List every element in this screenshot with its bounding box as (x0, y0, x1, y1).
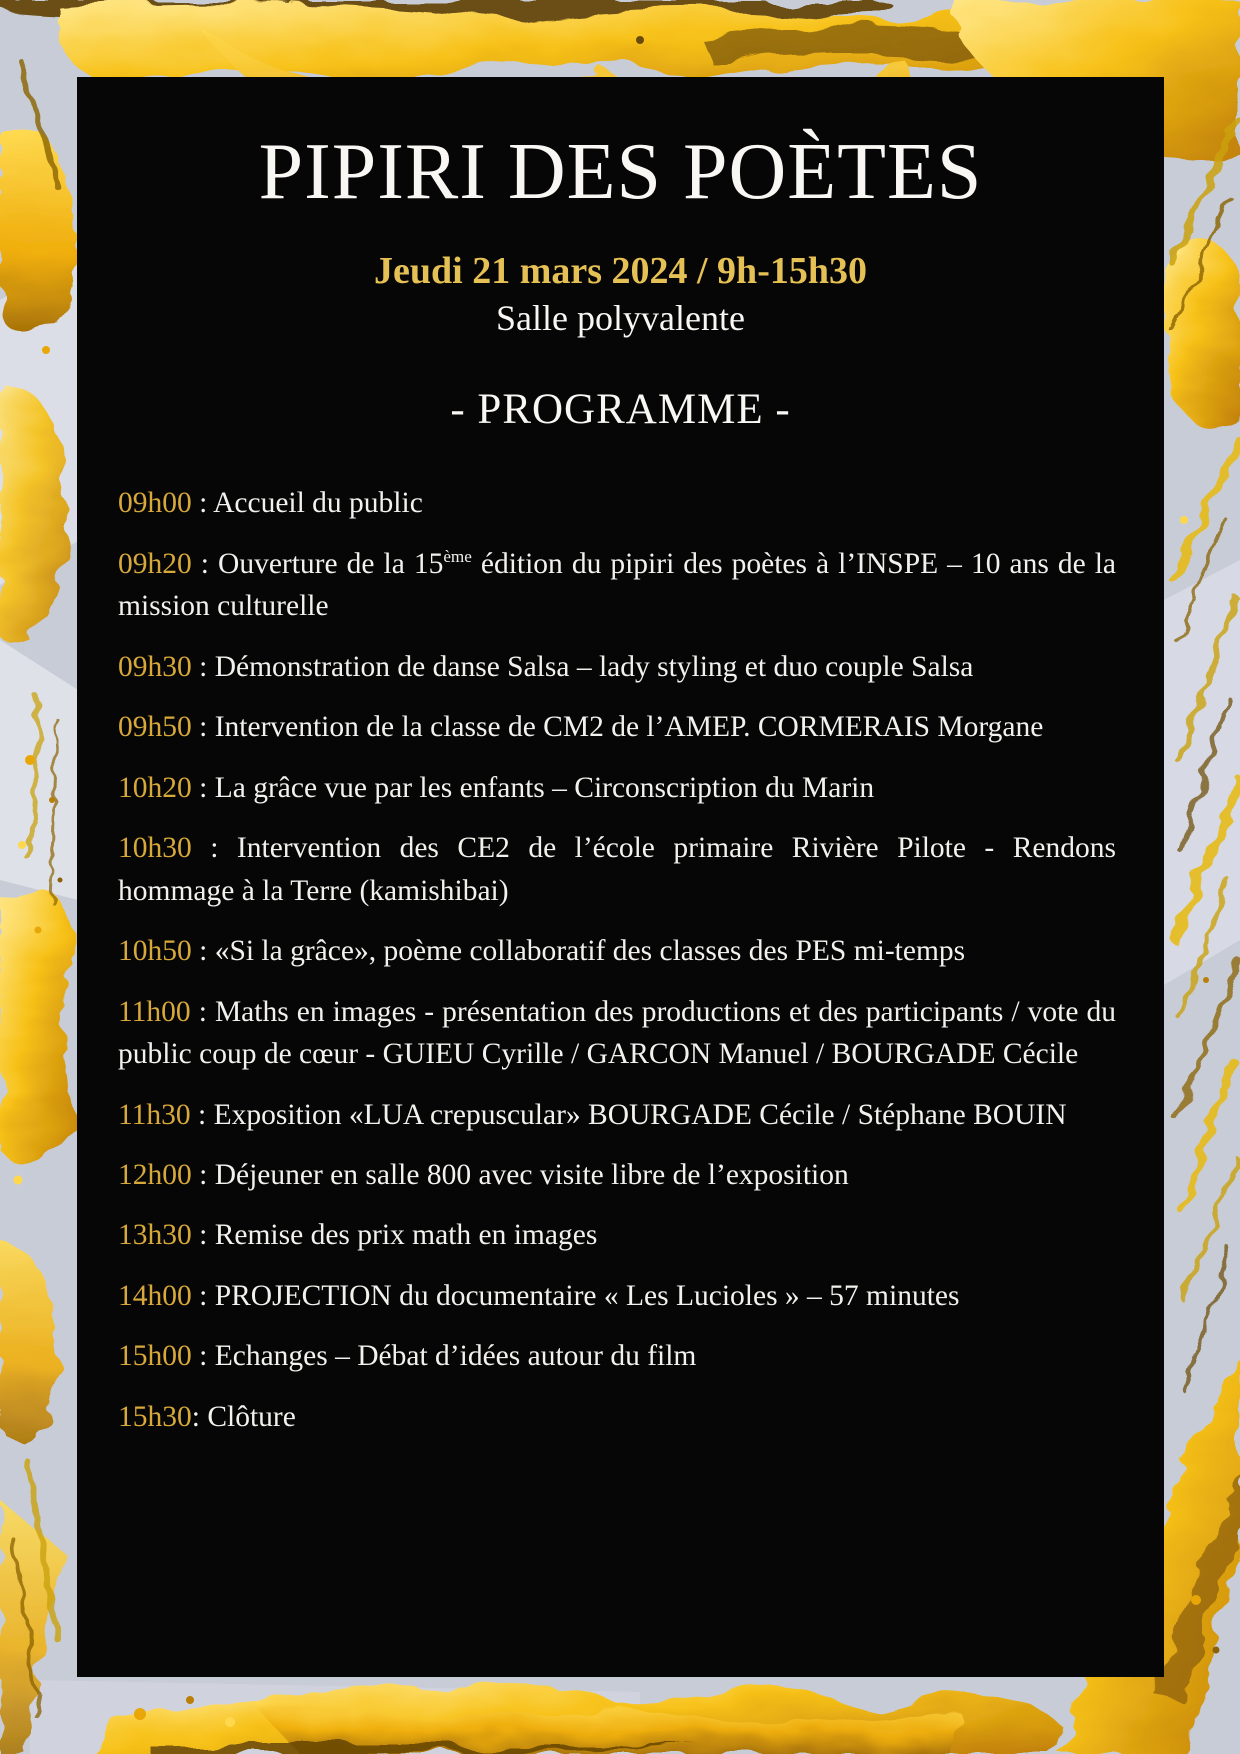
programme-heading: - PROGRAMME - (450, 386, 791, 434)
programme-item-separator: : (191, 711, 215, 744)
programme-item-separator: : (191, 1400, 208, 1433)
programme-item-separator: : (191, 771, 215, 804)
programme-item-time: 11h00 (118, 995, 191, 1028)
programme-item (118, 646, 1116, 688)
programme-item (118, 991, 1116, 1076)
programme-item-time: 14h00 (118, 1279, 192, 1312)
programme-item-time: 10h20 (118, 771, 192, 804)
programme-item (118, 1335, 1116, 1377)
programme-item-text: Remise des prix math en images (214, 1219, 598, 1252)
programme-item-time: 10h30 (118, 832, 192, 865)
programme-item-separator: : (191, 1219, 215, 1252)
programme-item (118, 1094, 1116, 1136)
programme-item (118, 827, 1116, 912)
programme-item-text: «Si la grâce», poème collaboratif des classes des PES mi-temps (214, 935, 966, 968)
programme-item-separator: : (190, 995, 215, 1028)
programme-item (118, 1275, 1116, 1317)
programme-item-text: Ouverture de la 15 (218, 547, 444, 580)
programme-item (118, 1214, 1116, 1256)
programme-item-separator: : (191, 547, 219, 580)
programme-item-time: 10h50 (118, 935, 192, 968)
programme-item (118, 767, 1116, 809)
programme-item-separator: : (191, 650, 215, 683)
programme-item-text: Démonstration de danse Salsa – lady styling et duo couple Salsa (214, 650, 974, 683)
programme-item-text: Exposition «LUA crepuscular» BOURGADE Cécile / Stéphane BOUIN (213, 1098, 1067, 1131)
programme-item-time: 15h00 (118, 1340, 192, 1373)
programme-item (118, 706, 1116, 748)
programme-item-text: Accueil du public (213, 487, 423, 520)
programme-item-text: PROJECTION du documentaire « Les Lucioles » – 57 minutes (214, 1279, 960, 1312)
programme-item-separator: : (191, 1340, 215, 1373)
programme-item-separator: : (190, 1098, 214, 1131)
programme-item-text: Intervention des CE2 de l’école primaire Rivière Pilote - Rendons hommage à la Terre (kamishibai) (118, 832, 1116, 907)
programme-item-time: 15h30 (118, 1400, 192, 1433)
programme-item-time: 12h00 (118, 1159, 192, 1192)
programme-item-separator: : (191, 832, 237, 865)
event-venue: Salle polyvalente (496, 298, 745, 339)
programme-item-time: 11h30 (118, 1098, 191, 1131)
programme-item-text: Maths en images - présentation des productions et des participants / vote du public coup de cœur - GUIEU Cyrille / GARCON Manuel / BOURGADE Cécile (118, 995, 1116, 1071)
programme-item-text: édition du pipiri des poètes à l’INSPE – 10 ans de la mission culturelle (118, 547, 1117, 623)
programme-item (118, 543, 1116, 628)
programme-item (118, 930, 1116, 972)
programme-item-text: Echanges – Débat d’idées autour du film (214, 1340, 697, 1373)
event-date: Jeudi 21 mars 2024 / 9h-15h30 (374, 250, 867, 293)
programme-item-separator: : (191, 1159, 215, 1192)
programme-item-text: Intervention de la classe de CM2 de l’AMEP. CORMERAIS Morgane (214, 711, 1044, 744)
programme-item-time: 09h00 (118, 487, 192, 520)
programme-item (118, 482, 1116, 524)
programme-item-text: Déjeuner en salle 800 avec visite libre de l’exposition (214, 1159, 849, 1192)
programme-item-separator: : (191, 1279, 215, 1312)
programme-item-text: La grâce vue par les enfants – Circonscription du Marin (214, 771, 875, 804)
programme-item-time: 13h30 (118, 1219, 192, 1252)
ordinal-suffix: ème (443, 547, 472, 567)
programme-item-separator: : (191, 487, 214, 520)
programme-item-time: 09h30 (118, 650, 192, 683)
programme-list (118, 482, 1116, 1438)
poster-title: PIPIRI DES POÈTES (258, 128, 983, 216)
poster-panel (77, 77, 1164, 1677)
programme-item (118, 1154, 1116, 1196)
programme-item-time: 09h50 (118, 711, 192, 744)
programme-item (118, 1396, 1116, 1438)
programme-item-separator: : (191, 935, 215, 968)
programme-item-text: Clôture (207, 1400, 296, 1433)
programme-item-time: 09h20 (118, 547, 192, 580)
